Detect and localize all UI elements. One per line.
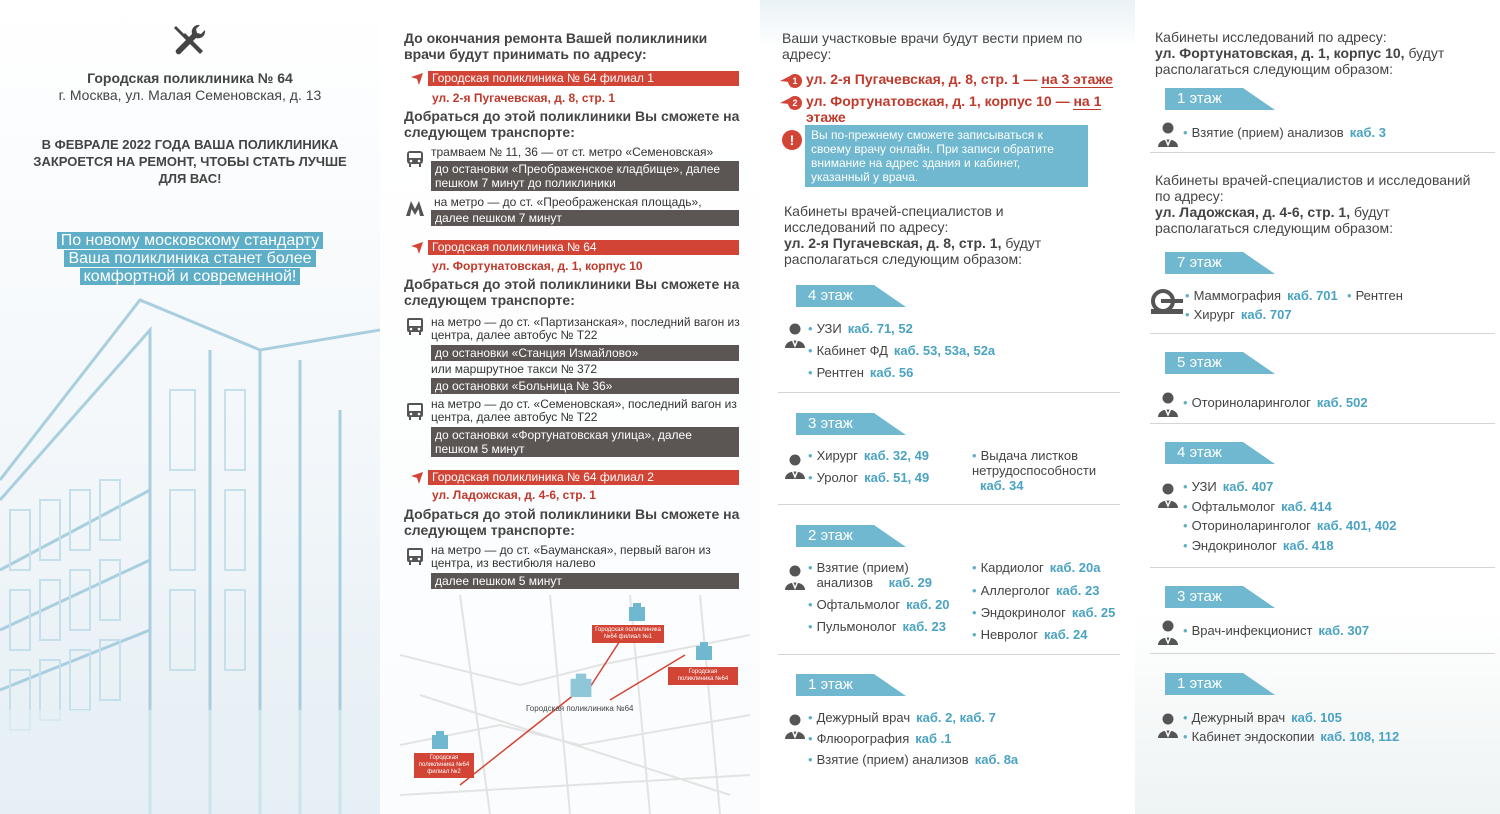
room-number: каб. 414 [1281, 499, 1332, 514]
floor-4b-text: 4 этаж [1165, 442, 1243, 464]
branch3-name: Городская поликлиника № 64 филиал 2 [428, 470, 739, 485]
item-name: Взятие (прием) анализов [1191, 125, 1344, 140]
floor-2-label [796, 525, 906, 547]
panel-directions [380, 0, 760, 814]
district-address-2-text: ул. Фортунатовская, д. 1, корпус 10 — [806, 93, 1074, 109]
room-number: каб. 707 [1240, 307, 1292, 322]
doctor-icon [784, 453, 806, 479]
directions-intro: До окончания ремонта Вашей поликлиники врачи будут принимать по адресу: [404, 30, 708, 62]
f2-right-item-3: • Невролог каб. 24 [972, 627, 1088, 642]
divider [778, 654, 1120, 655]
floor-7-label [1165, 252, 1275, 274]
item-name: Офтальмолог [1191, 499, 1276, 514]
location-arrow-icon [410, 72, 424, 86]
divider [1150, 152, 1495, 153]
research-intro [1155, 29, 1485, 77]
building-icon [627, 601, 647, 621]
map-label-branch2: Городская поликлиника №64 филиал №2 [414, 753, 474, 778]
room-number: каб. 51, 49 [864, 470, 930, 485]
room-number: каб .1 [915, 731, 952, 746]
doctor-icon [1157, 391, 1179, 417]
f4b-item-0: • УЗИ каб. 407 [1183, 479, 1274, 494]
number-badge-2: 2 [788, 96, 802, 110]
floor-1b-text: 1 этаж [1165, 673, 1243, 695]
f2-right-item-2: • Эндокринолог каб. 25 [972, 605, 1116, 620]
floor-3b-text: 3 этаж [1165, 586, 1243, 608]
panel-cover [0, 0, 380, 814]
item-name: Кабинет эндоскопии [1191, 729, 1315, 744]
district-address-1-floor: на 3 этаже [1041, 71, 1113, 87]
divider [778, 504, 1120, 505]
item-name: Оториноларинголог [1191, 395, 1311, 410]
item-name: Рентген [1355, 288, 1403, 303]
f4b-item-3: • Эндокринолог каб. 418 [1183, 538, 1334, 553]
item-name: Хирург [816, 448, 858, 463]
item-name: Флюорография [816, 731, 910, 746]
district-address-1 [806, 71, 1113, 87]
mri-scanner-icon [1151, 289, 1183, 317]
f3-item-1: • Уролог каб. 51, 49 [808, 470, 930, 485]
floor-1-label [796, 674, 906, 696]
item-name: Аллерголог [980, 583, 1050, 598]
divider [1150, 567, 1495, 568]
f2-right-item-1: • Аллерголог каб. 23 [972, 583, 1100, 598]
standard-banner [40, 232, 340, 286]
room-number: каб. 23 [902, 619, 946, 634]
item-name: Взятие (прием) анализов [816, 560, 909, 590]
b3-metro-bar: далее пешком 5 минут [431, 573, 739, 589]
b2-bus2: на метро — до ст. «Семеновская», последний вагон из центра, далее автобус № Т22 [431, 397, 737, 424]
item-name: Эндокринолог [980, 605, 1066, 620]
tram-icon [405, 148, 425, 168]
doctor-icon [784, 713, 806, 739]
doctor-icon [1157, 712, 1179, 738]
divider [1150, 653, 1495, 654]
f2-left-item-2: • Пульмонолог каб. 23 [808, 619, 946, 634]
research-intro-text: Кабинеты исследований по адресу: [1155, 29, 1387, 45]
f3b-item: • Врач-инфекционист каб. 307 [1183, 623, 1370, 638]
floor-2-text: 2 этаж [796, 525, 874, 547]
b1-metro-bar: далее пешком 7 минут [431, 210, 739, 226]
f5-item: • Оториноларинголог каб. 502 [1183, 395, 1368, 410]
item-name: Кардиолог [980, 560, 1044, 575]
room-number: каб. 105 [1291, 710, 1342, 725]
item-name: Взятие (прием) анализов [816, 752, 969, 767]
floor-7-text: 7 этаж [1165, 252, 1243, 274]
floor-3b-label [1165, 586, 1275, 608]
room-number: каб. 502 [1316, 395, 1368, 410]
item-name: Кабинет ФД [816, 343, 888, 358]
f1b-item-0: • Дежурный врач каб. 105 [1183, 710, 1342, 725]
spec-intro [784, 203, 1084, 267]
f3-item-0: • Хирург каб. 32, 49 [808, 448, 930, 463]
branch1-name: Городская поликлиника № 64 филиал 1 [428, 71, 739, 86]
location-arrow-icon [410, 241, 424, 255]
item-name: Дежурный врач [1191, 710, 1286, 725]
number-badge-1: 1 [788, 74, 802, 88]
doctor-icon [1157, 121, 1179, 147]
divider [1150, 333, 1495, 334]
room-number: каб. 108, 112 [1320, 729, 1400, 744]
f4b-item-1: • Офтальмолог каб. 414 [1183, 499, 1332, 514]
floor-5-text: 5 этаж [1165, 352, 1243, 374]
room-number: каб. 418 [1282, 538, 1334, 553]
floor-4-label [796, 285, 906, 307]
online-booking-info: Вы по-прежнему сможете записываться к своему врачу онлайн. При записи обратите внимание на адрес здания и кабинет, указанный у врача. [805, 125, 1088, 187]
doctor-icon [784, 564, 806, 590]
f3-sick-leave: • Выдача листков нетрудоспособности каб. 34 [972, 448, 1097, 493]
metro-icon [405, 198, 425, 218]
bus-icon [405, 316, 425, 336]
district-intro: Ваши участковые врачи будут вести прием по адресу: [782, 30, 1083, 62]
bus-icon [405, 546, 425, 566]
item-name: Невролог [980, 627, 1038, 642]
branch3-transport-heading: Добраться до этой поликлиники Вы сможете на следующем транспорте: [404, 506, 740, 538]
f1-item-1: • Флюорография каб .1 [808, 731, 952, 746]
f1b-item-1: • Кабинет эндоскопии каб. 108, 112 [1183, 729, 1400, 744]
f1-item-2: • Взятие (прием) анализов каб. 8а [808, 752, 1019, 767]
room-number: каб. 29 [888, 575, 933, 590]
item-name: УЗИ [1191, 479, 1217, 494]
b2-taxi: или маршрутное такси № 372 [431, 362, 597, 376]
doctor-icon [1157, 619, 1179, 645]
branch1-address: ул. 2-я Пугачевская, д. 8, стр. 1 [432, 91, 616, 105]
standard-line-1: По новому московскому стандарту [57, 232, 324, 249]
room-number: каб. 25 [1071, 605, 1116, 620]
map-label-main: Городская поликлиника №64 [668, 667, 738, 685]
location-arrow-icon [410, 471, 424, 485]
room-number: каб. 71, 52 [847, 321, 913, 336]
clinic-address: г. Москва, ул. Малая Семеновская, д. 13 [58, 87, 322, 103]
room-number: каб. 20а [1049, 560, 1101, 575]
floor-4-text: 4 этаж [796, 285, 874, 307]
research-intro-tail: будут располагаться следующим образом: [1155, 45, 1445, 77]
item-name: Рентген [816, 365, 864, 380]
spec-intro-ladozhskaya [1155, 172, 1485, 236]
tools-icon [170, 22, 210, 58]
panel-district-doctors [760, 0, 1135, 814]
floor-3-label [796, 413, 906, 435]
item-name: Пульмонолог [816, 619, 897, 634]
f1-item-0: • Дежурный врач каб. 2, каб. 7 [808, 710, 996, 725]
divider [778, 392, 1120, 393]
location-map [400, 595, 750, 814]
district-address-2-floor: на 1 этаже [806, 93, 1102, 125]
standard-line-3: комфортной и современной! [80, 268, 301, 285]
spec-intro-tail: будут располагаться следующим образом: [1155, 204, 1393, 236]
f4-item-1: • Кабинет ФД каб. 53, 53а, 52а [808, 343, 996, 358]
map-label-branch1: Городская поликлиника №64 филиал №1 [592, 625, 664, 643]
b2-bus2-bar: до остановки «Фортунатовская улица», далее пешком 5 минут [431, 427, 739, 457]
b2-bus1: на метро — до ст. «Партизанская», последний вагон из центра, далее автобус № Т22 [431, 315, 740, 342]
f2-left-item-1: • Офтальмолог каб. 20 [808, 597, 950, 612]
room-number: каб. 401, 402 [1316, 518, 1397, 533]
building-icon [430, 729, 450, 749]
f4-item-2: • Рентген каб. 56 [808, 365, 914, 380]
doctor-icon [1157, 482, 1179, 508]
branch2-transport-heading: Добраться до этой поликлиники Вы сможете на следующем транспорте: [404, 276, 740, 308]
fa-floor-1-label [1165, 88, 1275, 110]
floor-1b-label [1165, 673, 1275, 695]
floor-3-text: 3 этаж [796, 413, 874, 435]
room-number: каб. 34 [980, 478, 1024, 493]
standard-line-2: Ваша поликлиника станет более [64, 250, 315, 267]
f4-item-0: • УЗИ каб. 71, 52 [808, 321, 913, 336]
item-name: Маммография [1193, 288, 1282, 303]
spec-intro-text: Кабинеты врачей-специалистов и исследований по адресу: [784, 203, 1004, 235]
f2-left-item-0: • Взятие (прием) анализов каб. 29 [808, 560, 933, 590]
floor-1-text: 1 этаж [796, 674, 874, 696]
b2-bus1-bar: до остановки «Станция Измайлово» [431, 345, 739, 361]
closing-notice: В ФЕВРАЛЕ 2022 ГОДА ВАША ПОЛИКЛИНИКА ЗАКРОЕТСЯ НА РЕМОНТ, ЧТОБЫ СТАТЬ ЛУЧШЕ ДЛЯ ВАС! [33, 137, 347, 186]
room-number: каб. 701 [1287, 288, 1338, 303]
room-number: каб. 20 [906, 597, 950, 612]
clinic-title: Городская поликлиника № 64 [87, 70, 293, 86]
room-number: каб. 8а [974, 752, 1019, 767]
doctor-icon [784, 322, 806, 348]
f7-item-right: • Рентген [1347, 288, 1403, 303]
floor-5-label [1165, 352, 1275, 374]
item-name: Дежурный врач [816, 710, 911, 725]
room-number: каб. 53, 53а, 52а [893, 343, 996, 358]
item-name: Офтальмолог [816, 597, 901, 612]
branch2-address: ул. Фортунатовская, д. 1, корпус 10 [432, 259, 643, 273]
room-number: каб. 23 [1055, 583, 1100, 598]
item-name: Врач-инфекционист [1191, 623, 1313, 638]
bus-icon [405, 401, 425, 421]
divider [1150, 423, 1495, 424]
fa1-item: • Взятие (прием) анализов каб. 3 [1183, 125, 1386, 140]
item-name: УЗИ [816, 321, 842, 336]
building-illustration [0, 290, 380, 814]
floor-4b-label [1165, 442, 1275, 464]
item-name: Хирург [1193, 307, 1235, 322]
room-number: каб. 407 [1222, 479, 1274, 494]
b1-metro: на метро — до ст. «Преображенская площадь», [434, 195, 702, 209]
branch3-address: ул. Ладожская, д. 4-6, стр. 1 [432, 488, 596, 502]
f2-right-item-0: • Кардиолог каб. 20а [972, 560, 1101, 575]
panel-other-addresses [1135, 0, 1500, 814]
district-address-2 [806, 93, 1135, 125]
b3-metro: на метро — до ст. «Бауманская», первый вагон из центра, из вестибюля налево [431, 543, 711, 570]
room-number: каб. 56 [869, 365, 914, 380]
map-center-caption: Городская поликлиника №64 [526, 704, 634, 713]
branch1-transport-heading: Добраться до этой поликлиники Вы сможете на следующем транспорте: [404, 108, 740, 140]
f4b-item-2: • Оториноларинголог каб. 401, 402 [1183, 518, 1397, 533]
spec-intro-text: Кабинеты врачей-специалистов и исследований по адресу: [1155, 172, 1471, 204]
item-name: Выдача листков нетрудоспособности [972, 448, 1097, 478]
b1-tram: трамваем № 11, 36 — от ст. метро «Семеновская» [431, 145, 714, 159]
room-number: каб. 3 [1349, 125, 1386, 140]
room-number: каб. 32, 49 [863, 448, 930, 463]
b2-taxi-bar: до остановки «Больница № 36» [431, 378, 739, 394]
room-number: каб. 307 [1318, 623, 1370, 638]
building-icon [694, 640, 714, 660]
item-name: Эндокринолог [1191, 538, 1277, 553]
spec-intro-address: ул. 2-я Пугачевская, д. 8, стр. 1, [784, 235, 1002, 251]
branch2-name: Городская поликлиника № 64 [428, 240, 739, 255]
room-number: каб. 24 [1043, 627, 1088, 642]
item-name: Уролог [816, 470, 859, 485]
building-icon [568, 671, 594, 697]
f7-item-1: • Хирург каб. 707 [1185, 307, 1292, 322]
spec-intro-address: ул. Ладожская, д. 4-6, стр. 1, [1155, 204, 1351, 220]
spec-intro-tail: будут располагаться следующим образом: [784, 235, 1042, 267]
room-number: каб. 2, каб. 7 [916, 710, 996, 725]
exclamation-icon: ! [782, 130, 802, 150]
b1-tram-bar: до остановки «Преображенское кладбище», далее пешком 7 минут до поликлиники [431, 161, 739, 191]
fa-floor-1-text: 1 этаж [1165, 88, 1243, 110]
f7-item-0: • Маммография каб. 701 [1185, 288, 1338, 303]
item-name: Оториноларинголог [1191, 518, 1311, 533]
research-intro-address: ул. Фортунатовская, д. 1, корпус 10, [1155, 45, 1405, 61]
district-address-1-text: ул. 2-я Пугачевская, д. 8, стр. 1 — [806, 71, 1042, 87]
